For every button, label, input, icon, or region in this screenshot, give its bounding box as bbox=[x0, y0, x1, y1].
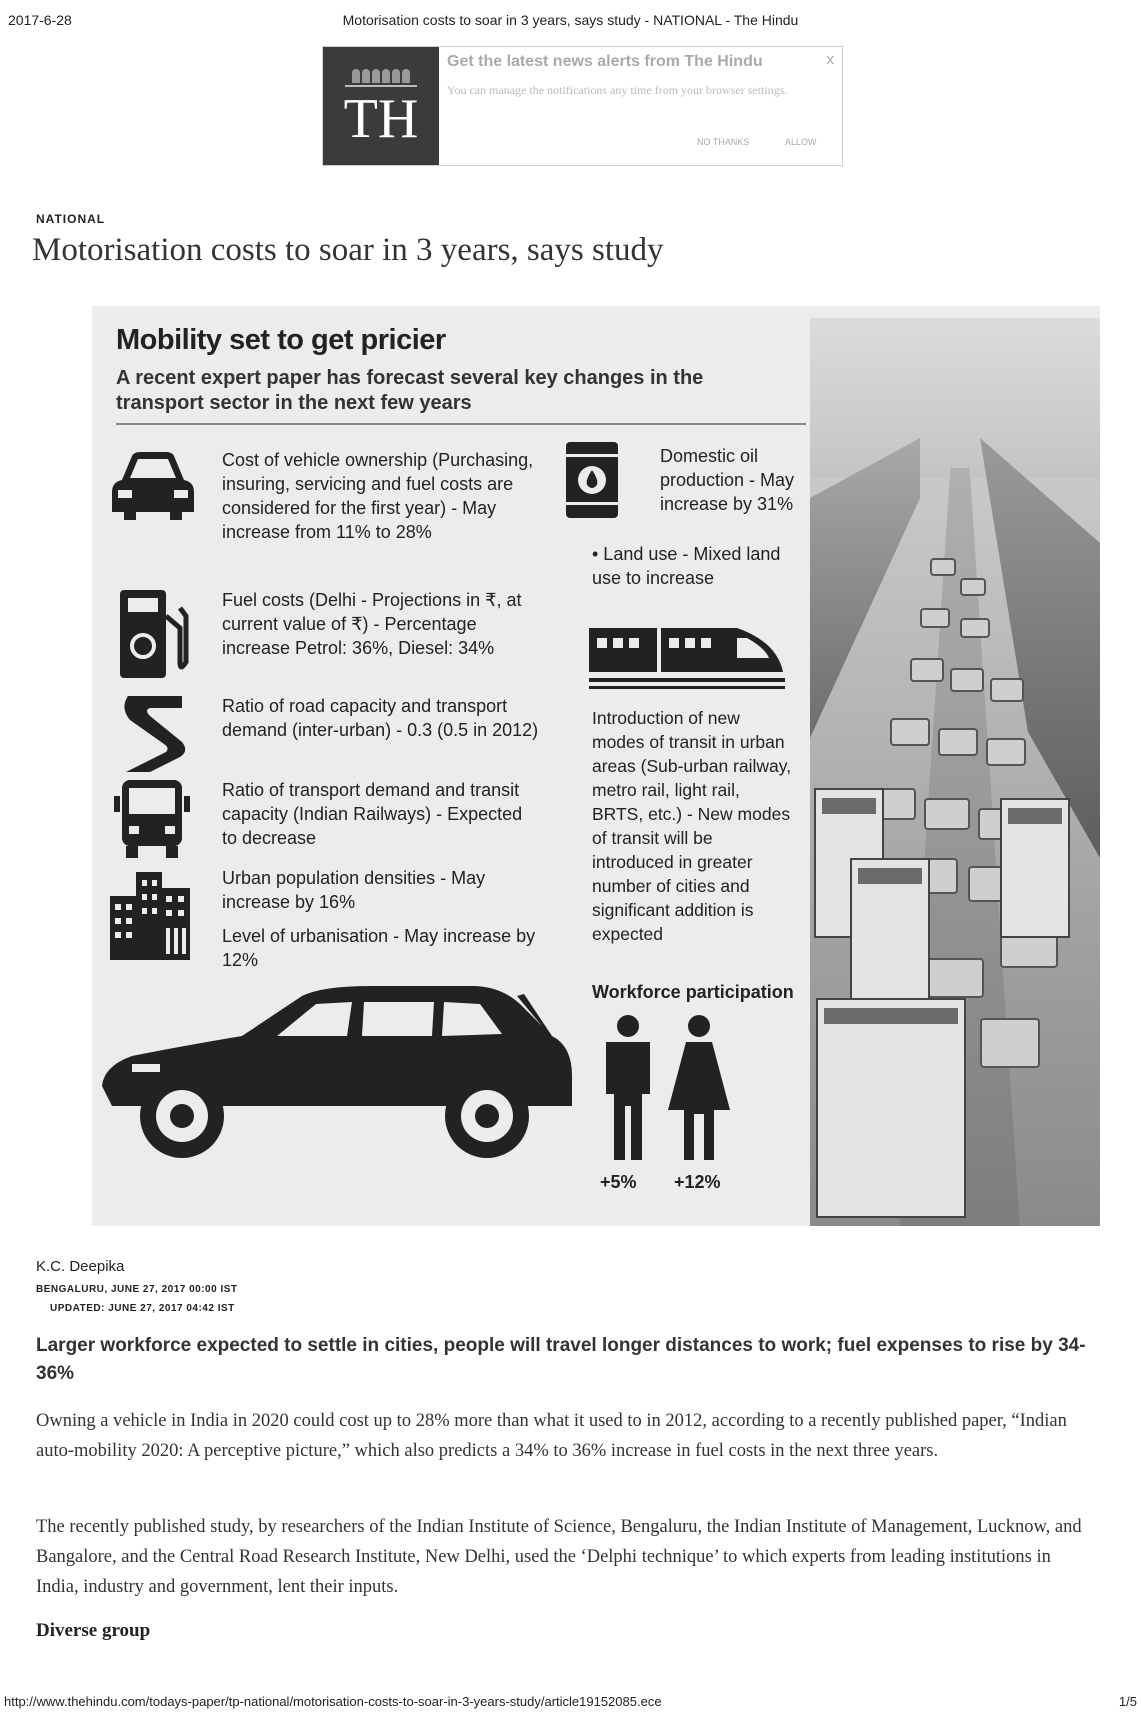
logo-text: TH bbox=[343, 88, 419, 150]
oil-barrel-icon bbox=[562, 440, 622, 520]
vehicle-cost-text: Cost of vehicle ownership (Purchasing, insuring, servicing and fuel costs are considered for the first year) - May increase from 11% to 28% bbox=[222, 450, 534, 542]
workforce-label: Workforce participation bbox=[592, 982, 794, 1002]
women-percentage: +12% bbox=[674, 1172, 721, 1192]
land-use-text: • Land use - Mixed land use to increase bbox=[592, 544, 781, 588]
emblem-icon bbox=[345, 65, 417, 87]
the-hindu-logo bbox=[323, 47, 439, 165]
fuel-costs-text: Fuel costs (Delhi - Projections in ₹, at current value of ₹) - Percentage increase Petrol: 36%, Diesel: 34% bbox=[222, 590, 522, 658]
notification-body: You can manage the notifications any time from your browser settings. bbox=[447, 83, 788, 97]
train-icon bbox=[587, 624, 787, 694]
article-subheading: Diverse group bbox=[36, 1620, 151, 1641]
buildings-icon bbox=[106, 866, 196, 962]
close-icon[interactable]: x bbox=[826, 51, 834, 68]
infographic-subtitle: A recent expert paper has forecast several key changes in the transport sector in the next few years bbox=[116, 367, 704, 414]
men-percentage: +5% bbox=[600, 1172, 637, 1192]
no-thanks-button[interactable]: NO THANKS bbox=[697, 137, 750, 147]
urbanisation-text: Level of urbanisation - May increase by 12% bbox=[222, 926, 536, 970]
article-standfirst: Larger workforce expected to settle in cities, people will travel longer distances to work; fuel expenses to rise by 34-36% bbox=[36, 1335, 1086, 1384]
article-paragraph-2: The recently published study, by researchers of the Indian Institute of Science, Bengaluru, the Indian Institute of Management, Lucknow, and Bangalore, and the Central Road Research Institute, New Delhi, used the ‘Delphi technique’ to which experts from leading institutions in India, industry and government, lent their inputs. bbox=[36, 1517, 1082, 1597]
section-label[interactable]: NATIONAL bbox=[36, 212, 106, 226]
updated-timestamp: UPDATED: JUNE 27, 2017 04:42 IST bbox=[50, 1303, 235, 1314]
fuel-pump-icon bbox=[116, 586, 196, 682]
woman-icon bbox=[664, 1014, 734, 1164]
allow-button[interactable]: ALLOW bbox=[785, 137, 817, 147]
car-icon bbox=[108, 446, 198, 526]
infographic bbox=[92, 306, 1100, 1226]
print-url: http://www.thehindu.com/todays-paper/tp-national/motorisation-costs-to-soar-in-3-years-study/article19152085.ece bbox=[4, 1694, 662, 1709]
transit-text: Introduction of new modes of transit in urban areas (Sub-urban railway, metro rail, light rail, BRTS, etc.) - New modes of transit will be introduced in greater number of cities and significant addition is expected bbox=[592, 708, 792, 944]
print-page-title: Motorisation costs to soar in 3 years, says study - NATIONAL - The Hindu bbox=[342, 12, 799, 28]
infographic-title: Mobility set to get pricier bbox=[116, 324, 446, 356]
oil-text: Domestic oil production - May increase by 31% bbox=[660, 446, 795, 514]
road-icon bbox=[120, 692, 190, 774]
man-icon bbox=[598, 1014, 658, 1164]
road-ratio-text: Ratio of road capacity and transport demand (inter-urban) - 0.3 (0.5 in 2012) bbox=[222, 696, 539, 740]
notification-headline: Get the latest news alerts from The Hindu bbox=[447, 53, 763, 70]
traffic-jam-photo bbox=[810, 318, 1100, 1226]
dateline: BENGALURU, JUNE 27, 2017 00:00 IST bbox=[36, 1284, 238, 1295]
rail-ratio-text: Ratio of transport demand and transit capacity (Indian Railways) - Expected to decrease bbox=[222, 780, 523, 848]
notification-prompt bbox=[322, 46, 843, 166]
page-number: 1/5 bbox=[1118, 1694, 1137, 1709]
divider bbox=[116, 423, 806, 425]
bus-icon bbox=[112, 776, 192, 860]
author-byline[interactable]: K.C. Deepika bbox=[36, 1258, 125, 1275]
article-headline: Motorisation costs to soar in 3 years, says study bbox=[32, 232, 664, 268]
print-date: 2017-6-28 bbox=[8, 12, 72, 28]
hatchback-car-image bbox=[92, 956, 592, 1166]
density-text: Urban population densities - May increase by 16% bbox=[222, 868, 486, 912]
article-paragraph-1: Owning a vehicle in India in 2020 could cost up to 28% more than what it used to in 2012, according to a recently published paper, “Indian auto-mobility 2020: A perceptive picture,” which also predicts a 34% to 36% increase in fuel costs in the next three years. bbox=[36, 1411, 1067, 1461]
